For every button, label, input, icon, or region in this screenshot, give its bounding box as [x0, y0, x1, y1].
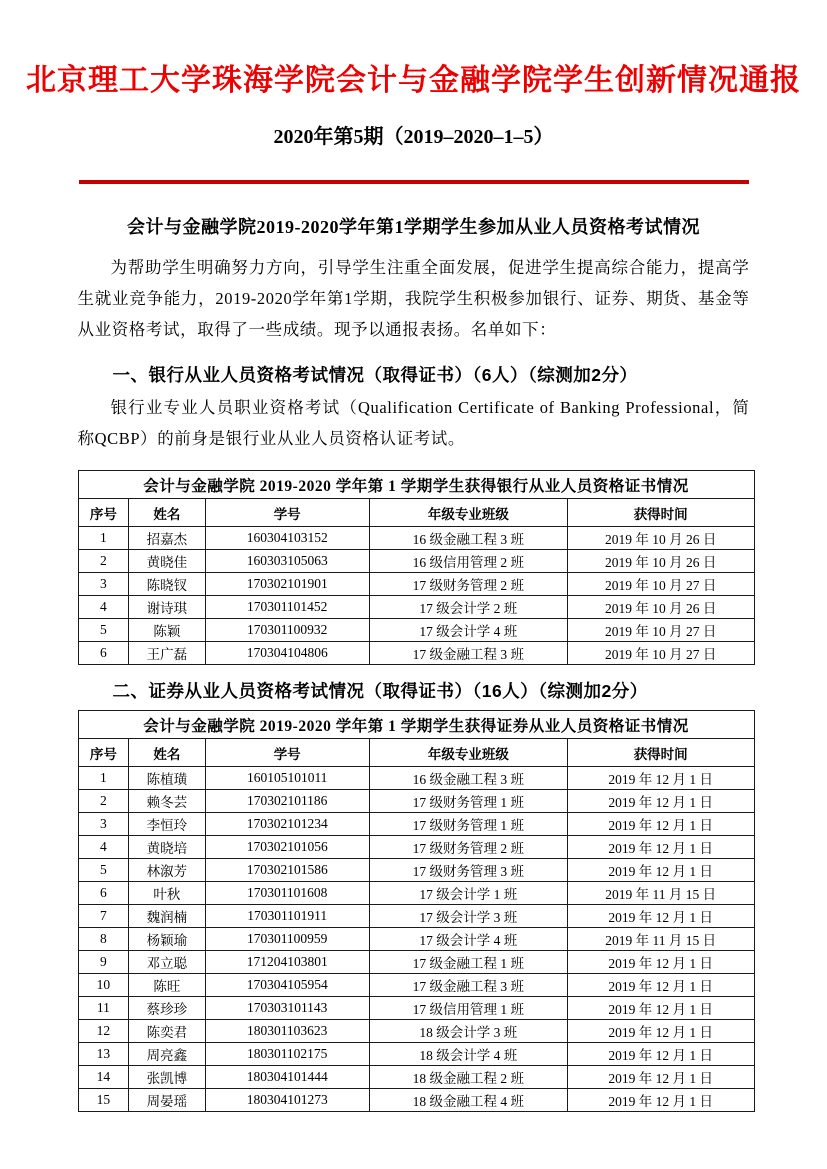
table-cell: 17 级会计学 2 班	[369, 596, 567, 619]
table-cell: 6	[78, 642, 129, 665]
table-cell: 8	[78, 928, 129, 951]
table-cell: 170302101234	[205, 813, 369, 836]
table-row	[78, 550, 754, 573]
table-cell: 12	[78, 1020, 129, 1043]
table-cell: 周晏瑶	[129, 1089, 205, 1112]
column-header: 学号	[205, 739, 369, 767]
table-cell: 180304101444	[205, 1066, 369, 1089]
section-1-heading: 一、银行从业人员资格考试情况（取得证书）（6人）（综测加2分）	[112, 364, 638, 385]
table-cell: 张凯博	[129, 1066, 205, 1089]
column-header: 学号	[205, 499, 369, 527]
table-cell: 17 级金融工程 3 班	[369, 974, 567, 997]
table-cell: 2019 年 12 月 1 日	[567, 905, 754, 928]
table-cell: 170302101901	[205, 573, 369, 596]
issue-number: 2020年第5期（2019–2020–1–5）	[273, 126, 554, 148]
table-cell: 5	[78, 859, 129, 882]
table-cell: 2019 年 12 月 1 日	[567, 790, 754, 813]
table-cell: 17 级财务管理 2 班	[369, 836, 567, 859]
red-divider-rule	[79, 180, 749, 184]
table-cell: 2019 年 12 月 1 日	[567, 859, 754, 882]
table-cell: 陈旺	[129, 974, 205, 997]
table-cell: 17 级会计学 4 班	[369, 928, 567, 951]
table-cell: 160303105063	[205, 550, 369, 573]
table-cell: 陈植璜	[129, 767, 205, 790]
table-cell: 7	[78, 905, 129, 928]
table-cell: 黄晓培	[129, 836, 205, 859]
table-title: 会计与金融学院 2019-2020 学年第 1 学期学生获得银行从业人员资格证书情况	[78, 471, 754, 499]
table-cell: 180301103623	[205, 1020, 369, 1043]
table-row	[78, 928, 754, 951]
table-cell: 2	[78, 790, 129, 813]
table-row	[78, 859, 754, 882]
table-cell: 2019 年 12 月 1 日	[567, 767, 754, 790]
table-cell: 10	[78, 974, 129, 997]
table-cell: 160105101011	[205, 767, 369, 790]
table-cell: 2019 年 12 月 1 日	[567, 974, 754, 997]
table-cell: 陈晓钗	[129, 573, 205, 596]
report-heading: 会计与金融学院2019-2020学年第1学期学生参加从业人员资格考试情况	[127, 217, 700, 237]
table-cell: 叶秋	[129, 882, 205, 905]
table-cell: 170301101452	[205, 596, 369, 619]
section-2-heading: 二、证券从业人员资格考试情况（取得证书）（16人）（综测加2分）	[112, 681, 648, 701]
table-cell: 14	[78, 1066, 129, 1089]
table-row	[78, 767, 754, 790]
table-cell: 2019 年 11 月 15 日	[567, 928, 754, 951]
table-cell: 170304104806	[205, 642, 369, 665]
column-header: 年级专业班级	[369, 739, 567, 767]
document-title: 北京理工大学珠海学院会计与金融学院学生创新情况通报	[26, 64, 801, 97]
table-cell: 3	[78, 573, 129, 596]
table-cell: 林溆芳	[129, 859, 205, 882]
column-header: 年级专业班级	[369, 499, 567, 527]
table-cell: 杨颖瑜	[129, 928, 205, 951]
table-cell: 16 级金融工程 3 班	[369, 527, 567, 550]
table-cell: 15	[78, 1089, 129, 1112]
table-cell: 4	[78, 836, 129, 859]
table-row	[78, 905, 754, 928]
table-cell: 170301101911	[205, 905, 369, 928]
table-row	[78, 1066, 754, 1089]
table-title: 会计与金融学院 2019-2020 学年第 1 学期学生获得证券从业人员资格证书情况	[78, 711, 754, 739]
table-row	[78, 882, 754, 905]
table-row	[78, 596, 754, 619]
column-header: 序号	[78, 499, 129, 527]
table-cell: 170302101056	[205, 836, 369, 859]
table-cell: 171204103801	[205, 951, 369, 974]
intro-paragraph: 为帮助学生明确努力方向，引导学生注重全面发展，促进学生提高综合能力，提高学生就业竞争能力，2019-2020学年第1学期，我院学生积极参加银行、证券、期货、基金等从业资格考试，取得了一些成绩。现予以通报表扬。名单如下：	[77, 258, 750, 339]
table-cell: 170301101608	[205, 882, 369, 905]
table-cell: 170301100959	[205, 928, 369, 951]
table-cell: 17 级信用管理 1 班	[369, 997, 567, 1020]
table-cell: 18 级金融工程 4 班	[369, 1089, 567, 1112]
table-cell: 邓立聪	[129, 951, 205, 974]
table-cell: 9	[78, 951, 129, 974]
table-row	[78, 951, 754, 974]
table-row	[78, 1043, 754, 1066]
table-cell: 2019 年 10 月 27 日	[567, 573, 754, 596]
table-cell: 17 级金融工程 3 班	[369, 642, 567, 665]
table-row	[78, 974, 754, 997]
table-cell: 17 级财务管理 1 班	[369, 790, 567, 813]
table-cell: 李恒玲	[129, 813, 205, 836]
table-cell: 2019 年 12 月 1 日	[567, 1089, 754, 1112]
table-cell: 2019 年 12 月 1 日	[567, 1066, 754, 1089]
table-row	[78, 836, 754, 859]
table-cell: 陈奕君	[129, 1020, 205, 1043]
table-cell: 11	[78, 997, 129, 1020]
table-cell: 招嘉杰	[129, 527, 205, 550]
table-row	[78, 813, 754, 836]
table-cell: 2019 年 12 月 1 日	[567, 1020, 754, 1043]
document-body	[78, 213, 750, 1112]
table-row	[78, 642, 754, 665]
column-header: 获得时间	[567, 739, 754, 767]
table-cell: 赖冬芸	[129, 790, 205, 813]
table-cell: 180301102175	[205, 1043, 369, 1066]
securities-certificate-table	[78, 710, 755, 1112]
table-cell: 17 级财务管理 2 班	[369, 573, 567, 596]
table-cell: 160304103152	[205, 527, 369, 550]
table-cell: 谢诗琪	[129, 596, 205, 619]
table-row	[78, 619, 754, 642]
table-cell: 3	[78, 813, 129, 836]
qcbp-paragraph: 银行业专业人员职业资格考试（Qualification Certificate of Banking Professional，简称QCBP）的前身是银行业从业人员资格认证考试。	[77, 397, 750, 448]
table-cell: 2019 年 10 月 26 日	[567, 596, 754, 619]
table-cell: 18 级金融工程 2 班	[369, 1066, 567, 1089]
table-cell: 2019 年 12 月 1 日	[567, 813, 754, 836]
table-cell: 17 级会计学 3 班	[369, 905, 567, 928]
column-header: 序号	[78, 739, 129, 767]
table-cell: 2019 年 11 月 15 日	[567, 882, 754, 905]
column-header: 姓名	[129, 739, 205, 767]
table-cell: 16 级金融工程 3 班	[369, 767, 567, 790]
table-cell: 2019 年 10 月 27 日	[567, 619, 754, 642]
table-cell: 6	[78, 882, 129, 905]
table-cell: 王广磊	[129, 642, 205, 665]
table-cell: 170302101186	[205, 790, 369, 813]
table-cell: 17 级金融工程 1 班	[369, 951, 567, 974]
table-row	[78, 1089, 754, 1112]
table-cell: 2019 年 12 月 1 日	[567, 997, 754, 1020]
table-cell: 170302101586	[205, 859, 369, 882]
table-cell: 2019 年 12 月 1 日	[567, 1043, 754, 1066]
table-row	[78, 573, 754, 596]
table-cell: 170304105954	[205, 974, 369, 997]
table-cell: 180304101273	[205, 1089, 369, 1112]
table-row	[78, 997, 754, 1020]
table-cell: 周亮鑫	[129, 1043, 205, 1066]
bank-certificate-table	[78, 470, 755, 665]
table-cell: 蔡珍珍	[129, 997, 205, 1020]
table-cell: 2019 年 12 月 1 日	[567, 836, 754, 859]
table-cell: 5	[78, 619, 129, 642]
table-cell: 17 级财务管理 1 班	[369, 813, 567, 836]
table-cell: 1	[78, 527, 129, 550]
table-row	[78, 1020, 754, 1043]
table-cell: 2	[78, 550, 129, 573]
table-cell: 170301100932	[205, 619, 369, 642]
table-cell: 魏润楠	[129, 905, 205, 928]
column-header: 获得时间	[567, 499, 754, 527]
table-cell: 13	[78, 1043, 129, 1066]
table-cell: 2019 年 10 月 27 日	[567, 642, 754, 665]
table-cell: 2019 年 10 月 26 日	[567, 527, 754, 550]
table-cell: 2019 年 10 月 26 日	[567, 550, 754, 573]
table-cell: 18 级会计学 4 班	[369, 1043, 567, 1066]
table-cell: 1	[78, 767, 129, 790]
table-row	[78, 790, 754, 813]
table-cell: 4	[78, 596, 129, 619]
column-header: 姓名	[129, 499, 205, 527]
table-cell: 黄晓佳	[129, 550, 205, 573]
table-cell: 17 级会计学 1 班	[369, 882, 567, 905]
table-cell: 2019 年 12 月 1 日	[567, 951, 754, 974]
table-cell: 17 级会计学 4 班	[369, 619, 567, 642]
table-cell: 18 级会计学 3 班	[369, 1020, 567, 1043]
table-cell: 陈颖	[129, 619, 205, 642]
table-cell: 170303101143	[205, 997, 369, 1020]
table-cell: 16 级信用管理 2 班	[369, 550, 567, 573]
table-row	[78, 527, 754, 550]
table-cell: 17 级财务管理 3 班	[369, 859, 567, 882]
